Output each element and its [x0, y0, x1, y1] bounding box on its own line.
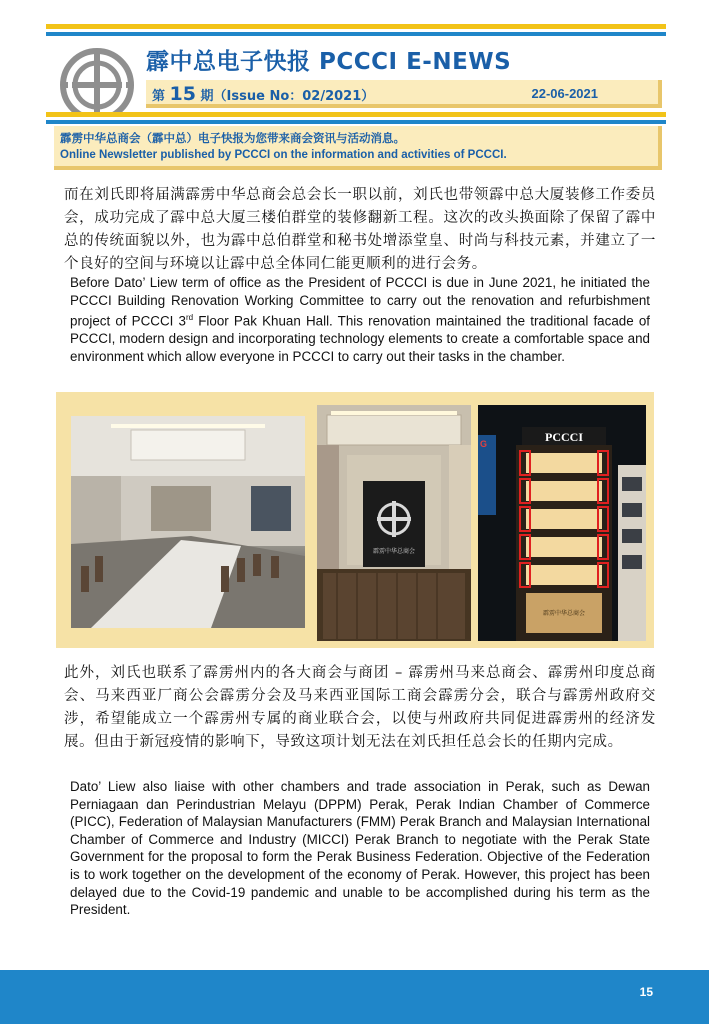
divider-stripes: [46, 112, 666, 124]
paragraph-1-chinese: 而在刘氏即将届满霹雳中华总商会总会长一职以前，刘氏也带领霹中总大厦装修工作委员会，成功完成了霹中总大厦三楼伯群堂的装修翻新工程。这次的改头换面除了保留了霹中总的传统面貌以外，也为霹中总伯群堂和秘书处增添堂皇、时尚与科技元素，并建立了一个良好的空间与环境以让霹中总全体同仁能更顺利的进行会务。: [64, 187, 656, 272]
photo-meeting-hall: [71, 416, 305, 628]
header-stripes: [46, 24, 666, 36]
issue-label: [152, 83, 374, 105]
para1-en-part-b: Floor Pak Khuan Hall. This renovation maintained the traditional facade of PCCCI, modern design and incorporating technology elements to create a comfortable space and environment which allow everyone in PCCCI to carry out their tasks in the chamber.: [70, 313, 650, 364]
page-footer: [0, 970, 709, 1024]
superscript-rd: rd: [185, 313, 194, 323]
pccci-logo: [60, 48, 134, 122]
building-caption-text: 霹雳中华总商会: [542, 610, 586, 617]
intro-chinese: 霹雳中华总商会（霹中总）电子快报为您带来商会资讯与活动消息。: [60, 131, 405, 145]
intro-english: Online Newsletter published by PCCCI on the information and activities of PCCCI.: [60, 149, 507, 161]
issue-date: 22-06-2021: [531, 86, 598, 101]
newsletter-title: 霹中总电子快报 PCCCI E-NEWS: [146, 49, 512, 75]
para1-en-part-a: Before Dato’ Liew term of office as the President of PCCCI is due in June 2021, he initiated the PCCCI Building Renovation Working Committee to carry out the renovation and refurbishment project of PCCCI 3: [70, 275, 650, 329]
paragraph-2-english: Dato’ Liew also liaise with other chambers and trade association in Perak, such as Dewan Perniagaan dan Perindustrian Melayu (DPPM) Perak, Perak Indian Chamber of Commerce (PICC), Federation of Malaysian Manufacturers (FMM) Perak Branch and Malaysian International Chamber of Commerce and Industry (MICCI) Perak Branch to negotiate with the Perak State Government for the proposal to form the Perak Business Federation. Objective of the Federation is to work together on the development of the economy of Perak. However, this project has been delayed due to the Covid-19 pandemic and unable to be accomplished during his term as the President.: [70, 779, 650, 918]
building-sign-text: PCCCI: [545, 430, 583, 444]
paragraph-2-chinese: 此外，刘氏也联系了霹雳州内的各大商会与商团 – 霹雳州马来总商会、霹雳州印度总商会、马来西亚厂商公会霹雳分会及马来西亚国际工商会霹雳分会，联合与霹雳州政府交涉，希望能成立一个霹雳州专属的商业联合会，以使与州政府共同促进霹雳州的经济发展。但由于新冠疫情的影响下，导致这项计划无法在刘氏担任总会长的任期内完成。: [64, 665, 656, 750]
newsletter-title-box: [146, 43, 661, 77]
photo-building-night: [478, 405, 646, 641]
intro-box: [54, 126, 662, 170]
paragraph-1-english: [70, 274, 650, 365]
svg-text:G: G: [480, 439, 488, 449]
reception-sign-text: 霹雳中华总商会: [372, 548, 416, 555]
page-number: 15: [639, 985, 653, 999]
issue-number: 15: [169, 83, 196, 105]
issue-suffix: 期（Issue No：02/2021）: [200, 89, 375, 104]
issue-bar: [146, 80, 662, 108]
issue-prefix: 第: [152, 89, 166, 104]
photo-reception: [317, 405, 471, 641]
